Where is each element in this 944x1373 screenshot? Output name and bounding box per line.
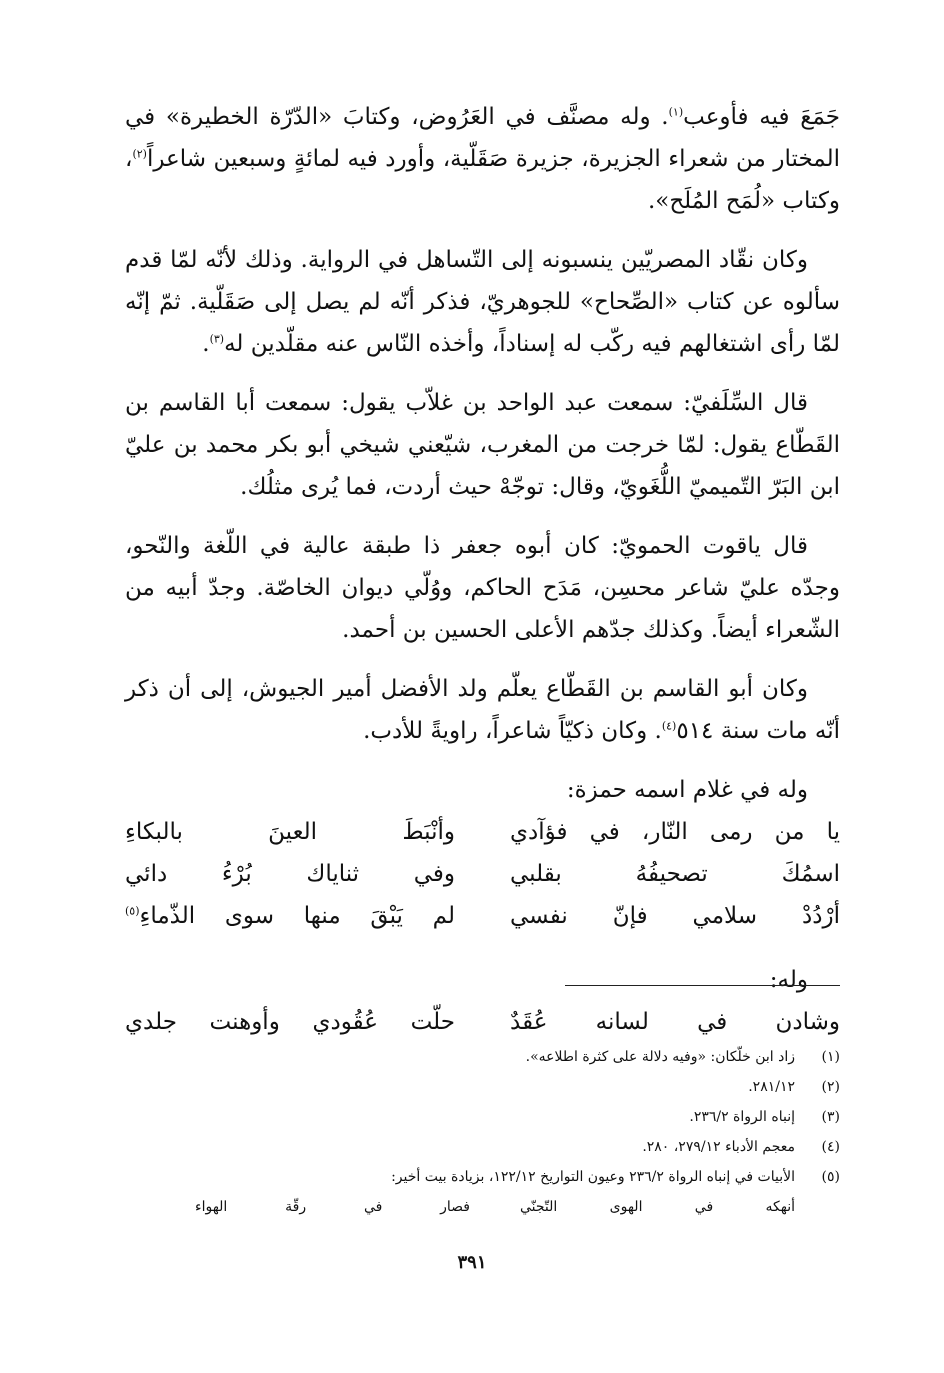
footnote-separator — [565, 985, 840, 986]
verse-line — [125, 1001, 840, 1043]
footnote-ref-5[interactable]: (٥) — [125, 904, 140, 918]
footnote — [195, 1042, 840, 1072]
paragraph-5: وكان أبو القاسم بن القَطّاع يعلّم ولد الأفضل أمير الجيوش، إلى أن ذكر أنّه مات سنة ٥١٤$^{(٤)}$. وكان ذكيّاً شاعراً، راويةً للأدب. — [125, 676, 840, 744]
verse-intro-2: وله: — [769, 967, 808, 993]
footnote — [195, 1072, 840, 1102]
footnote-number: (١) — [821, 1049, 840, 1065]
verse-line — [125, 853, 840, 895]
verse-second-hemistich: وفي ثناياك بُرْءُ دائي — [125, 861, 455, 887]
footnote-verse-first: أنهكه في الهوى التّجنّي — [520, 1199, 795, 1215]
paragraph-4: قال ياقوت الحمويّ: كان أبوه جعفر ذا طبقة عالية في اللّغة والنّحو، وجدّه عليّ شاعر محسِن، مَدَح الحاكم، ووُلّي ديوان الخاصّة. وجدّ أبيه من الشّعراء أيضاً. وكذلك جدّهم الأعلى الحسين بن أحمد. — [125, 533, 840, 643]
verse-first-hemistich: اسمُكَ تصحيفُهُ بقلبي — [510, 861, 840, 887]
footnote-verse-line — [195, 1192, 840, 1222]
footnote-text: معجم الأدباء ٢٧٩/١٢، ٢٨٠. — [642, 1139, 795, 1155]
footnote — [195, 1102, 840, 1132]
verse-first-hemistich: وشادن في لسانه عُقَدٌ — [510, 1009, 840, 1035]
footnotes — [195, 1042, 840, 1222]
verse-second-hemistich: حلّت عُقُودي وأوهنت جلدي — [125, 1009, 455, 1035]
footnote-ref-4[interactable]: (٤) — [661, 719, 677, 733]
paragraph-3: قال السِّلَفيّ: سمعت عبد الواحد بن غلاّب يقول: سمعت أبا القاسم بن القَطّاع يقول: لمّا خرجت من المغرب، شيّعني شيخي أبو بكر محمد بن عليّ ابن البَرّ التّميميّ اللُّغَويّ، وقال: توجّهْ حيث أردت، فما يُرى مثلُك. — [125, 390, 840, 500]
footnote-text: ٢٨١/١٢. — [748, 1079, 795, 1095]
verse-spacer — [125, 937, 840, 959]
footnote-ref-2[interactable]: (٢) — [132, 147, 147, 161]
footnote-text: إنباه الرواة ٢٣٦/٢. — [689, 1109, 795, 1125]
footnote-text: زاد ابن خلّكان: «وفيه دلالة على كثرة اطلاعه». — [525, 1049, 795, 1065]
footnote-number: (٢) — [821, 1079, 840, 1095]
footnote-number: (٥) — [821, 1169, 840, 1185]
verse-second-hemistich: وأنْبَطَ العينَ بالبكاءِ — [125, 819, 455, 845]
verse-second-hemistich: لم يَبْقَ منها سوى الذّماءِ$^{(٥)}$ — [125, 903, 455, 929]
page-number: ٣٩١ — [457, 1252, 487, 1273]
paragraph-1: جَمَعَ فيه فأوعب$^{(١)}$. وله مصنَّف في العَرُوض، وكتابَ «الدّرّة الخطيرة» في المختار من شعراء الجزيرة، جزيرة صَقَلّية، وأورد فيه لمائةٍ وسبعين شاعراً$^{(٢)}$، وكتاب «لُمَح المُلَح». — [125, 104, 841, 214]
footnote — [195, 1132, 840, 1162]
footnote-number: (٤) — [821, 1139, 840, 1155]
footnote-ref-1[interactable]: (١) — [668, 105, 684, 119]
verse-first-hemistich: أرْدُدْ سلامي فإنّ نفسي — [510, 903, 840, 929]
verse-line — [125, 811, 840, 853]
footnote-verse-second: فصار في رقّة الهواء — [195, 1199, 470, 1215]
verse-intro-1: وله في غلام اسمه حمزة: — [566, 777, 808, 803]
footnote-text: الأبيات في إنباه الرواة ٢٣٦/٢ وعيون التواريخ ١٢٢/١٢، بزيادة بيت أخير: — [391, 1169, 795, 1185]
paragraph-2: وكان نقّاد المصريّين ينسبونه إلى التّساهل في الرواية. وذلك لأنّه لمّا قدم سألوه عن كتاب «الصِّحاح» للجوهريّ، فذكر أنّه لم يصل إلى صَقَلّية. ثمّ إنّه لمّا رأى اشتغالهم فيه ركّب له إسناداً، وأخذه النّاس عنه مقلّدين له$^{(٣)}$. — [125, 247, 840, 357]
verse-line — [125, 895, 840, 937]
main-text — [125, 96, 840, 1043]
footnote-number: (٣) — [821, 1109, 840, 1125]
footnote — [195, 1162, 840, 1192]
footnote-ref-3[interactable]: (٣) — [209, 332, 225, 346]
verse-first-hemistich: يا من رمى النّار، في فؤآدي — [510, 819, 840, 845]
